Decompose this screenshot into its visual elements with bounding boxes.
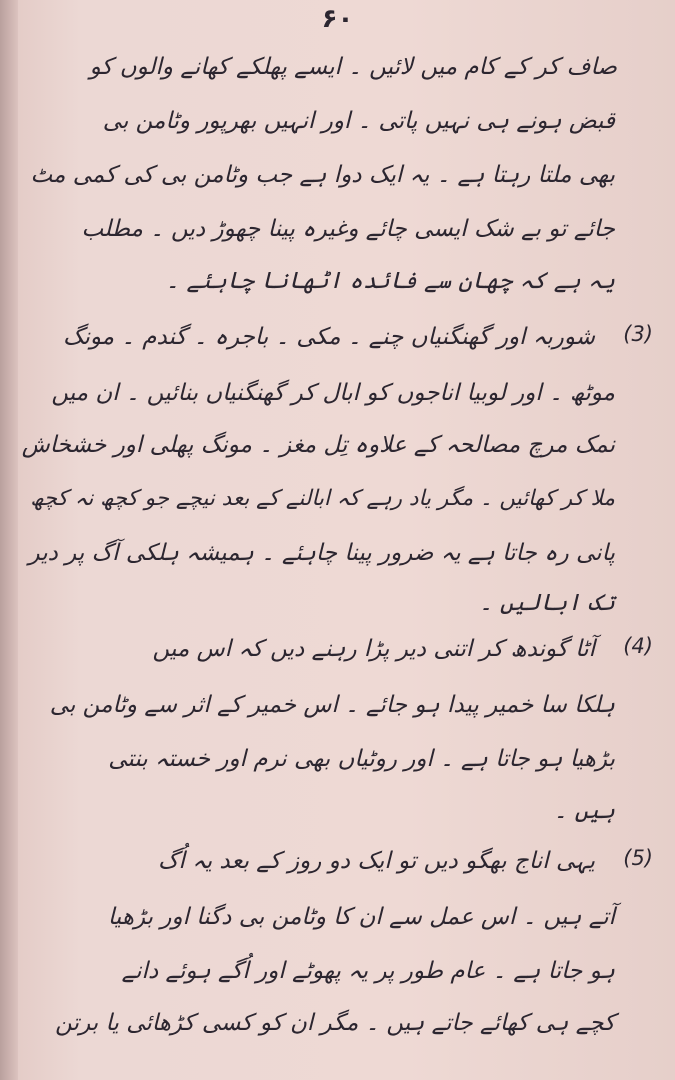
text-line: قبض ہونے ہی نہیں پاتی ۔ اور انہیں بھرپور وٹامن بی: [102, 108, 615, 134]
text-line: آتے ہیں ۔ اس عمل سے ان کا وٹامن بی دگنا اور بڑھیا: [107, 904, 615, 930]
text-line: نمک مرچ مصالحہ کے علاوہ تِل مغز ۔ مونگ پھلی اور خشخاش: [21, 432, 615, 458]
section-marker-4: (4): [623, 634, 653, 658]
text-line: صاف کر کے کام میں لائیں ۔ ایسے پھلکے کھانے والوں کو: [89, 54, 617, 80]
text-line: کچے ہی کھائے جاتے ہیں ۔ مگر ان کو کسی کڑھائی یا برتن: [55, 1010, 615, 1036]
book-gutter: [0, 0, 18, 1080]
text-line: ملا کر کھائیں ۔ مگر یاد رہے کہ ابالنے کے بعد نیچے جو کچھ نہ کچھ: [30, 486, 615, 511]
text-line: ہو جاتا ہے ۔ عام طور پر یہ پھوٹے اور اُگے ہوئے دانے: [121, 958, 615, 984]
text-line: آٹا گوندھ کر اتنی دیر پڑا رہنے دیں کہ اس میں: [152, 636, 595, 662]
text-line: تک ابالیں ۔: [479, 590, 615, 616]
text-line: ہیں ۔: [553, 798, 615, 824]
text-line: یہی اناج بھگو دیں تو ایک دو روز کے بعد یہ اُگ: [157, 848, 595, 874]
text-line: جائے تو بے شک ایسی چائے وغیرہ پینا چھوڑ دیں ۔ مطلب: [81, 216, 615, 242]
text-line: موٹھ ۔ اور لوبیا اناجوں کو ابال کر گھنگنیاں بنائیں ۔ ان میں: [51, 380, 615, 406]
text-line: بڑھیا ہو جاتا ہے ۔ اور روٹیاں بھی نرم اور خستہ بنتی: [108, 746, 615, 772]
text-line: شوربہ اور گھنگنیاں چنے ۔ مکی ۔ باجرہ ۔ گندم ۔ مونگ: [62, 324, 595, 350]
text-line: یہ ہے کہ چھان سے فائدہ اٹھانا چاہئے ۔: [165, 268, 615, 294]
text-line: بھی ملتا رہتا ہے ۔ یہ ایک دوا ہے جب وٹامن بی کی کمی مٹ: [30, 162, 615, 188]
text-line: ہلکا سا خمیر پیدا ہو جائے ۔ اس خمیر کے اثر سے وٹامن بی: [49, 692, 615, 718]
page-number: ۶۰: [321, 4, 354, 34]
section-marker-5: (5): [623, 846, 653, 870]
text-line: پانی رہ جاتا ہے یہ ضرور پینا چاہئے ۔ ہمیشہ ہلکی آگ پر دیر: [28, 540, 615, 566]
section-marker-3: (3): [623, 322, 653, 346]
